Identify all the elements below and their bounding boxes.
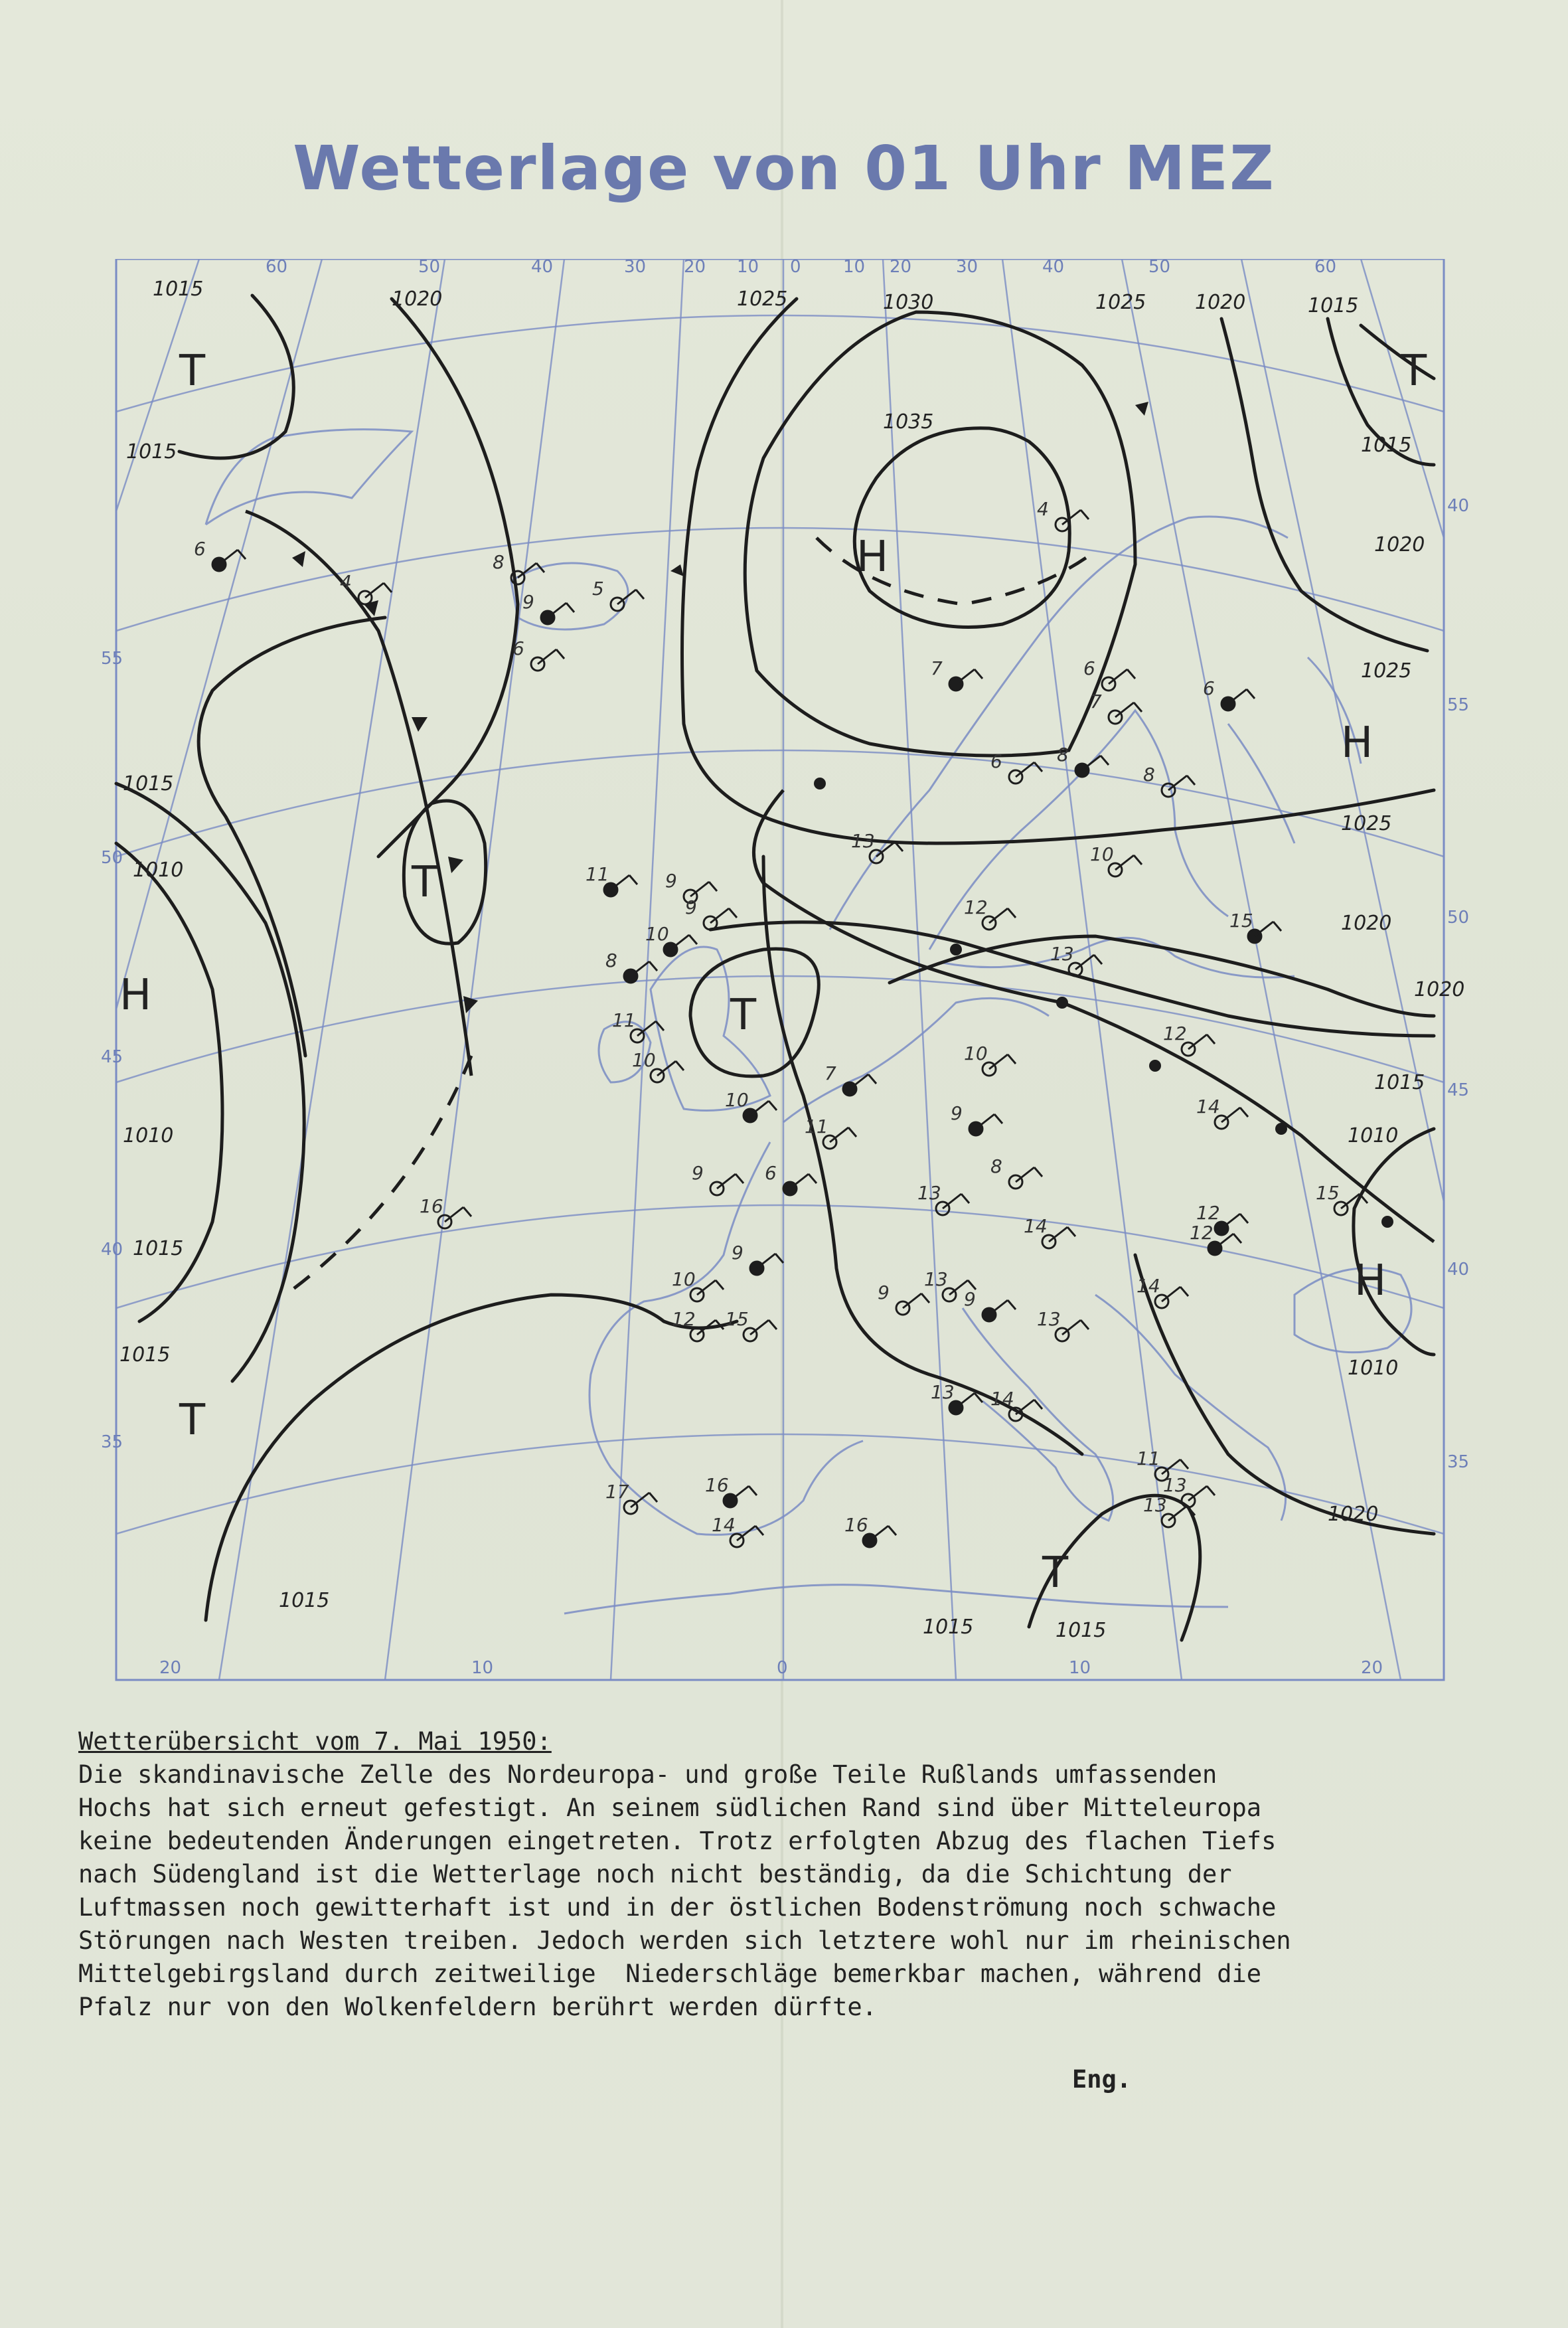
pressure-system-letter: T [1401,347,1427,396]
weather-station [685,896,737,930]
latitude-label: 55 [1447,695,1470,715]
latitude-label: 45 [101,1047,123,1067]
weather-station [605,1481,657,1514]
station-temperature: 13 [1037,1308,1061,1330]
station-temperature: 12 [964,896,988,918]
weather-station [1137,1275,1188,1308]
station-temperature: 13 [1143,1494,1167,1516]
isobar-label: 1035 [883,410,934,434]
weather-summary [78,1725,1506,2024]
weather-station [705,1474,757,1507]
weather-station [964,896,1016,930]
longitude-label: 40 [531,259,554,277]
longitude-label: 30 [624,259,647,277]
isobar-label: 1010 [123,1124,174,1147]
longitude-label: 10 [471,1658,494,1678]
weather-station [964,1288,1016,1321]
summary-line: Mittelgebirgsland durch zeitweilige Niederschläge bemerkbar machen, während die [78,1959,1262,1988]
station-temperature: 14 [1196,1096,1220,1118]
latitude-label: 45 [1447,1080,1470,1100]
weather-map-canvas [100,259,1474,1693]
weather-station [692,1162,744,1195]
station-temperature: 16 [844,1514,868,1536]
isobar-atlantic-outer [198,618,385,1056]
station-temperature: 11 [586,863,609,885]
station-temperature: 8 [1057,744,1069,766]
station-temperature: 7 [1090,691,1102,712]
station-temperature: 16 [705,1474,729,1496]
longitude-label: 20 [684,259,706,277]
isobar-label: 1015 [126,440,177,463]
isobar-label: 1030 [883,291,934,314]
latitude-label: 55 [101,649,123,669]
longitude-label: 10 [737,259,759,277]
isobar-label: 1015 [1308,294,1359,317]
station-temperature: 7 [824,1062,836,1084]
summary-line: Pfalz nur von den Wolkenfeldern berührt werden dürfte. [78,1993,877,2021]
longitude-label: 30 [956,259,979,277]
station-temperature: 13 [1050,943,1074,965]
summary-line: nach Südengland ist die Wetterlage noch nicht beständig, da die Schichtung der [78,1860,1232,1888]
station-temperature: 9 [732,1242,744,1264]
station-temperature: 6 [1083,657,1095,679]
station-temperature: 13 [1163,1474,1187,1496]
latitude-label: 35 [101,1432,123,1452]
pressure-system-letter: T [1042,1548,1069,1598]
isobar-south-trough [763,857,1082,1454]
weather-map [100,259,1474,1693]
longitude-label: 10 [1069,1658,1091,1678]
weather-station [805,1116,856,1149]
station-temperature: 8 [605,950,617,971]
isobar-label: 1020 [1195,291,1246,314]
isobar-label: 1020 [1341,912,1392,935]
station-temperature: 15 [725,1308,749,1330]
isobar-label: 1010 [1348,1357,1399,1380]
weather-station [765,1162,817,1195]
station-temperature: 6 [765,1162,777,1184]
longitude-label: 20 [890,259,912,277]
isobar-label: 1020 [1414,978,1465,1001]
station-temperature: 10 [672,1268,696,1290]
isobar-1020-iberia [206,1295,737,1620]
longitude-label: 20 [159,1658,182,1678]
station-temperature: 10 [645,923,669,945]
station-temperature: 12 [1196,1202,1220,1224]
station-temperature: 5 [592,578,604,600]
weather-station [931,657,982,691]
weather-station [1163,1474,1215,1507]
weather-station [712,1514,763,1547]
baltic-coast [943,938,1294,977]
isobar-label: 1025 [1341,812,1392,835]
weather-station [878,1282,929,1315]
weather-station [990,1388,1042,1421]
pressure-system-letter: T [179,1396,206,1445]
greenland-coast [206,430,412,525]
station-temperature: 10 [1090,843,1114,865]
summary-line: Die skandinavische Zelle des Nordeuropa- und große Teile Rußlands umfassenden [78,1760,1217,1789]
station-temperature: 14 [712,1514,736,1536]
station-temperature: 6 [1203,677,1215,699]
graticule-labels [101,259,1469,1678]
longitude-label: 60 [1314,259,1337,277]
station-temperature: 14 [1137,1275,1160,1297]
isobar-label: 1015 [1374,1071,1425,1094]
pressure-system-letter: H [856,533,889,582]
pressure-systems [119,347,1427,1598]
weather-station [732,1242,783,1275]
continental-coast [783,998,1049,1122]
isobar-label: 1015 [279,1589,330,1612]
summary-line: Hochs hat sich erneut gefestigt. An seinem südlichen Rand sind über Mitteleuropa [78,1793,1262,1822]
station-temperature: 9 [878,1282,890,1303]
isobar-label: 1015 [1361,434,1412,457]
station-temperature: 11 [805,1116,828,1137]
latitude-label: 40 [1447,496,1470,516]
station-temperature: 13 [931,1381,955,1403]
longitude-label: 50 [1148,259,1171,277]
isobar-label: 1015 [153,278,204,301]
station-temperature: 8 [990,1155,1002,1177]
station-temperature: 4 [1037,498,1049,520]
station-temperature: 9 [964,1288,976,1310]
isobar-label: 1015 [123,772,174,795]
isobar-label: 1025 [737,288,788,311]
isobar-label: 1010 [1348,1124,1399,1147]
weather-station [964,1042,1016,1076]
latitude-label: 50 [101,848,123,868]
weather-station [851,830,903,863]
isobar-label: 1015 [133,1237,184,1260]
station-temperature: 13 [917,1182,941,1204]
weather-station [1203,677,1255,710]
weather-station [672,1268,724,1301]
weather-station [1090,843,1142,876]
weather-station [586,863,637,896]
weather-station [990,1155,1042,1189]
summary-line: keine bedeutenden Änderungen eingetreten. Trotz erfolgten Abzug des flachen Tiefs [78,1827,1277,1855]
isobar-label: 1020 [1374,533,1425,556]
isobar-label: 1020 [392,288,443,311]
station-temperature: 9 [685,896,697,918]
north-africa-coast [564,1585,1228,1614]
weather-station [1083,657,1135,691]
weather-station [340,571,392,604]
isobar-label: 1025 [1095,291,1146,314]
isobar-label: 1015 [923,1616,974,1639]
station-temperature: 15 [1316,1182,1340,1204]
pressure-system-letter: H [1341,718,1373,768]
weather-station [1090,691,1142,724]
weather-station [844,1514,896,1547]
station-temperature: 15 [1229,910,1253,932]
station-temperature: 10 [964,1042,988,1064]
weather-station [1037,498,1089,531]
longitude-label: 0 [777,1658,788,1678]
weather-station [1163,1023,1215,1056]
weather-station [645,923,697,956]
longitude-label: 60 [266,259,288,277]
station-temperature: 8 [493,551,505,573]
latitude-label: 35 [1447,1452,1470,1472]
latitude-label: 50 [1447,908,1470,928]
isobar-label: 1020 [1328,1503,1379,1526]
longitude-lines [116,259,1444,1680]
weather-station [512,637,564,671]
pressure-system-letter: T [412,858,438,907]
weather-station [1196,1096,1248,1129]
station-temperature: 12 [1190,1222,1214,1244]
pressure-system-letter: T [179,347,206,396]
pressure-system-letter: H [119,971,152,1020]
longitude-label: 20 [1361,1658,1383,1678]
station-temperature: 6 [512,637,524,659]
weather-station [931,1381,982,1414]
weather-station [951,1102,1002,1135]
pressure-system-letter: T [730,991,757,1040]
summary-line: Störungen nach Westen treiben. Jedoch werden sich letztere wohl nur im rheinischen [78,1926,1291,1955]
station-temperature: 6 [194,538,206,560]
station-temperature: 13 [924,1268,948,1290]
balkans-coast [1095,1295,1286,1521]
weather-station [725,1308,777,1341]
station-temperature: 12 [672,1308,696,1330]
weather-station [1024,1215,1075,1248]
weather-station [522,591,574,624]
isobar-1035 [854,428,1069,627]
station-temperature: 14 [990,1388,1014,1410]
weather-station [1037,1308,1089,1341]
isobar-labels [119,278,1464,1642]
station-temperature: 11 [612,1009,636,1031]
station-temperature: 7 [931,657,943,679]
coastlines [206,430,1411,1614]
longitude-label: 40 [1042,259,1065,277]
isobar-label: 1015 [119,1343,171,1367]
isobar-1015-central [890,936,1434,1016]
station-temperature: 10 [632,1049,656,1071]
station-temperature: 14 [1024,1215,1048,1237]
station-temperature: 11 [1137,1448,1160,1469]
isobars [116,295,1434,1640]
italy-coast [963,1308,1113,1521]
station-temperature: 13 [851,830,875,852]
latitude-label: 40 [1447,1260,1470,1280]
weather-station [1229,910,1281,943]
report-title-stamp: Wetterlage von 01 Uhr MEZ [293,133,1275,204]
station-temperature: 10 [725,1089,749,1111]
station-temperature: 6 [990,750,1002,772]
station-temperature: 17 [605,1481,629,1503]
weather-station [605,950,657,983]
station-temperature: 16 [420,1195,443,1217]
station-temperature: 9 [665,870,677,892]
signature: Eng. [1072,2065,1132,2094]
weather-station [672,1308,724,1341]
longitude-label: 10 [843,259,866,277]
isobar-label: 1010 [133,859,184,882]
longitude-label: 50 [418,259,441,277]
summary-line: Luftmassen noch gewitterhaft ist und in der östlichen Bodenströmung noch schwache [78,1893,1277,1922]
isobar-label: 1025 [1361,659,1412,683]
station-temperature: 9 [951,1102,963,1124]
longitude-label: 0 [790,259,801,277]
map-frame [116,259,1444,1680]
station-temperature: 8 [1143,764,1155,786]
isobar-label: 1015 [1056,1619,1107,1642]
station-temperature: 9 [522,591,534,613]
weather-station [632,1049,684,1082]
isobar-1010-east [1354,1129,1434,1355]
latitude-label: 40 [101,1240,123,1260]
station-temperature: 4 [340,571,352,593]
weather-station [592,578,644,611]
isobar-1020-west [378,299,518,857]
summary-heading: Wetterübersicht vom 7. Mai 1950: [78,1727,552,1756]
station-temperature: 9 [692,1162,704,1184]
isobar-ne-1020 [1221,319,1427,651]
weather-station [1057,744,1109,777]
station-temperature: 12 [1163,1023,1187,1044]
pressure-system-letter: H [1354,1256,1387,1305]
